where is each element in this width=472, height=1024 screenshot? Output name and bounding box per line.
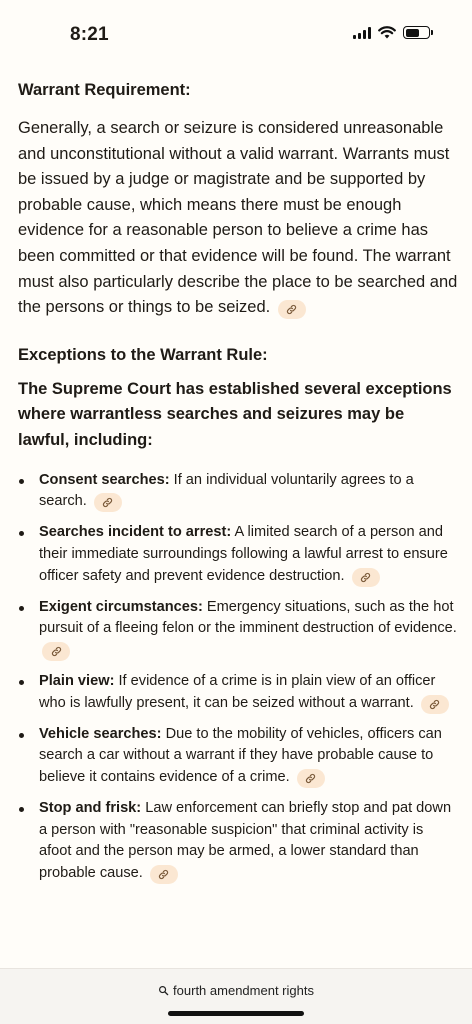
item-term: Exigent circumstances: — [39, 598, 203, 615]
list-item — [18, 724, 458, 789]
home-indicator[interactable] — [168, 1011, 304, 1016]
list-item — [18, 522, 458, 587]
status-bar — [0, 0, 472, 62]
section-heading-warrant-requirement: Warrant Requirement: — [18, 81, 191, 99]
item-term: Vehicle searches: — [39, 725, 162, 742]
link-icon — [429, 699, 440, 710]
search-query-chip[interactable] — [0, 983, 472, 998]
cellular-signal-icon — [353, 26, 371, 39]
item-text: If evidence of a crime is in plain view of an officer who is lawfully present, it can be seized without a warrant. — [39, 672, 436, 711]
citation-link[interactable] — [352, 568, 380, 587]
item-text: A limited search of a person and their immediate surroundings following a lawful arrest to ensure officer safety and prevent evidence destruction. — [39, 524, 448, 584]
item-term: Consent searches: — [39, 471, 170, 488]
battery-icon — [403, 26, 430, 39]
search-query-text: fourth amendment rights — [173, 983, 314, 998]
item-text: Emergency situations, such as the hot pursuit of a fleeing felon or the imminent destruction of evidence. — [39, 598, 457, 637]
link-icon — [286, 304, 297, 315]
list-item — [18, 798, 458, 885]
item-text: If an individual voluntarily agrees to a search. — [39, 471, 414, 510]
link-icon — [102, 497, 113, 508]
exceptions-lead: The Supreme Court has established several exceptions where warrantless searches and seizures may be lawful, including: — [18, 379, 452, 449]
list-item — [18, 597, 458, 662]
item-term: Searches incident to arrest: — [39, 524, 232, 541]
item-text: Law enforcement can briefly stop and pat down a person with "reasonable suspicion" that criminal activity is afoot and the person may be armed, a lower standard than probable cause. — [39, 799, 452, 882]
link-icon — [360, 572, 371, 583]
citation-link[interactable] — [94, 493, 122, 512]
link-icon — [305, 773, 316, 784]
link-icon — [51, 646, 62, 657]
search-icon — [158, 985, 169, 996]
bottom-search-bar[interactable] — [0, 968, 472, 1024]
status-time: 8:21 — [70, 24, 109, 45]
citation-link[interactable] — [278, 300, 306, 319]
section-heading-exceptions: Exceptions to the Warrant Rule: — [18, 345, 268, 364]
paragraph-text: Generally, a search or seizure is considered unreasonable and unconstitutional without a valid warrant. Warrants must be issued by a judge or magistrate and be supported by probable cause, which means there must be enough evidence for a reasonable person to believe a crime has been committed or that evidence will be found. The warrant must also particularly describe the place to be searched and the persons or things to be seized. — [18, 119, 458, 317]
answer-content — [18, 78, 458, 894]
link-icon — [158, 869, 169, 880]
citation-link[interactable] — [150, 865, 178, 884]
citation-link[interactable] — [297, 769, 325, 788]
citation-link[interactable] — [421, 695, 449, 714]
wifi-icon — [378, 26, 396, 39]
warrant-requirement-paragraph — [18, 116, 458, 321]
citation-link[interactable] — [42, 642, 70, 661]
list-item — [18, 470, 458, 514]
exceptions-list — [18, 470, 458, 886]
item-term: Plain view: — [39, 672, 115, 689]
item-text: Due to the mobility of vehicles, officers can search a car without a warrant if they have probable cause to believe it contains evidence of a crime. — [39, 725, 442, 786]
item-term: Stop and frisk: — [39, 799, 142, 816]
status-icons — [353, 26, 430, 39]
list-item — [18, 671, 458, 715]
